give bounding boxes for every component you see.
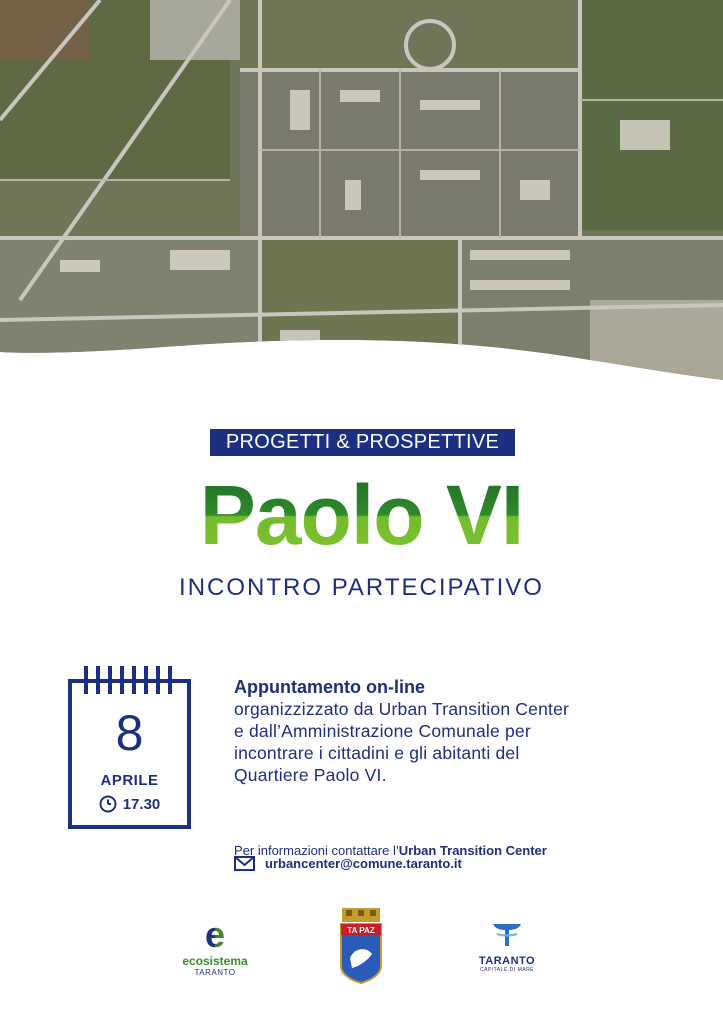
event-line: e dall’Amministrazione Comunale per — [234, 721, 531, 741]
page-title: Paolo VI — [0, 470, 723, 560]
ecosistema-letter: e — [170, 918, 260, 952]
ecosistema-subname: TARANTO — [194, 968, 236, 977]
event-month: APRILE — [100, 772, 159, 789]
contact-org: Urban Transition Center — [398, 843, 547, 858]
event-time-row — [68, 795, 191, 813]
email-link[interactable]: urbancenter@comune.taranto.it — [265, 856, 462, 871]
ecosistema-logo — [170, 914, 260, 977]
aerial-map-photo — [0, 0, 723, 400]
event-time: 17.30 — [122, 795, 161, 813]
mail-icon — [234, 856, 255, 871]
page-subtitle: INCONTRO PARTECIPATIVO — [179, 574, 544, 601]
taranto-logo — [470, 922, 544, 973]
event-line: organizzizzato da Urban Transition Center — [234, 699, 570, 719]
event-line: incontrare i cittadini e gli abitanti del — [234, 743, 520, 763]
crest-text: TA PAZ — [347, 926, 375, 935]
event-heading: Appuntamento on-line — [234, 677, 425, 697]
event-description — [234, 676, 674, 786]
clock-icon — [99, 795, 117, 813]
event-line: Quartiere Paolo VI. — [234, 765, 387, 785]
city-crest-logo — [338, 908, 384, 984]
event-day: 8 — [115, 705, 144, 761]
section-kicker: PROGETTI & PROSPETTIVE — [210, 429, 515, 456]
taranto-tagline: CAPITALE DI MARE — [479, 967, 535, 973]
taranto-t-icon — [491, 922, 523, 948]
contact-prefix: Per informazioni contattare l’ — [234, 843, 399, 858]
email-row — [234, 856, 462, 871]
ecosistema-name: ecosistema — [182, 954, 248, 968]
taranto-name: TARANTO — [478, 955, 536, 967]
